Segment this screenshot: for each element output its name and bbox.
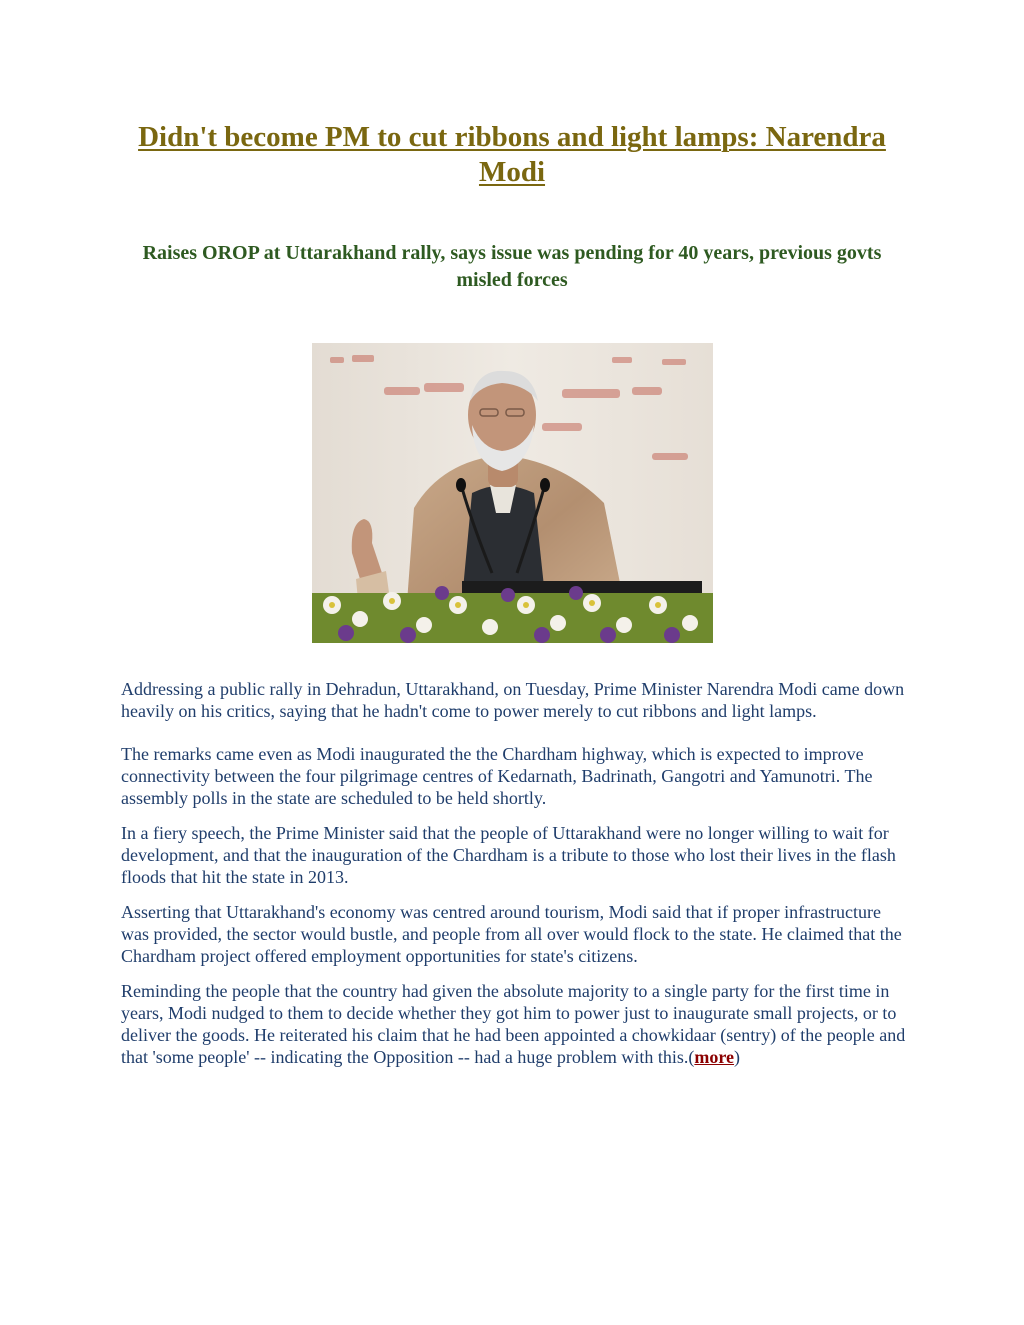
article-paragraph: Addressing a public rally in Dehradun, Uttarakhand, on Tuesday, Prime Minister Narendra Modi came down heavily on his critics, saying that he hadn't come to power merely to cut ribbons and light lamps. [121, 679, 905, 721]
article-paragraph: In a fiery speech, the Prime Minister said that the people of Uttarakhand were no longer willing to wait for development, and that the inauguration of the Chardham is a tribute to those who lost their lives in the flash floods that hit the state in 2013. [121, 823, 896, 887]
article-body [121, 678, 911, 1081]
more-paren-open: ( [688, 1047, 695, 1067]
article-headline[interactable]: Didn't become PM to cut ribbons and light lamps: Narendra Modi [138, 121, 886, 188]
speaker-photo [312, 343, 713, 643]
article-subheadline: Raises OROP at Uttarakhand rally, says issue was pending for 40 years, previous govts misled forces [142, 242, 882, 291]
article-paragraph-last [121, 980, 911, 1068]
article-paragraph: Asserting that Uttarakhand's economy was centred around tourism, Modi said that if proper infrastructure was provided, the sector would bustle, and people from all over would flock to the state. He claimed that the Chardham project offered employment opportunities for state's citizens. [121, 902, 902, 966]
more-paren-close: ) [734, 1047, 741, 1067]
article-paragraph-text: Reminding the people that the country had given the absolute majority to a single party for the first time in years, Modi nudged to them to decide whether they got him to power just to inaugurate small projects, or to deliver the goods. He reiterated his claim that he had been appointed a chowkidaar (sentry) of the people and that 'some people' -- indicating the Opposition -- had a huge problem with this. [121, 981, 906, 1067]
more-link[interactable]: more [694, 1047, 735, 1067]
article-paragraph: The remarks came even as Modi inaugurated the the Chardham highway, which is expected to improve connectivity between the four pilgrimage centres of Kedarnath, Badrinath, Gangotri and Yamunotri. The assembly polls in the state are scheduled to be held shortly. [121, 744, 873, 808]
